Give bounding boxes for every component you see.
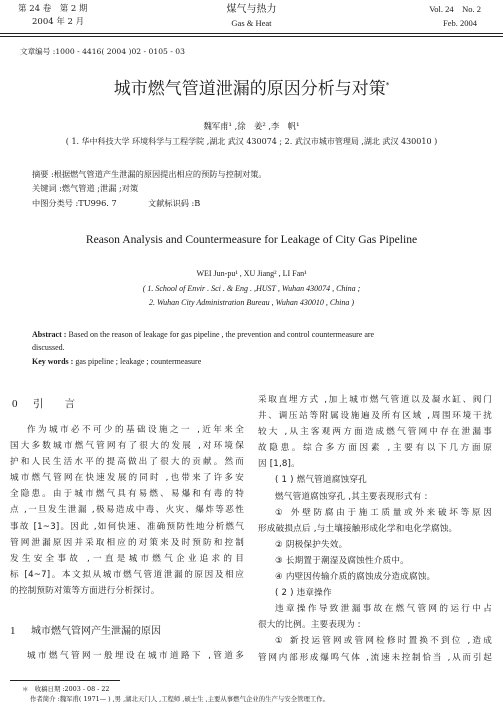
title-en: Reason Analysis and Countermeasure for Leakage of City Gas Pipeline: [85, 233, 418, 246]
body-line: 发生安全事故 ,一直是城市燃气企业追求的目: [10, 553, 244, 564]
affiliation-en-1: ( 1. School of Envir . Sci . & Eng . ,HUST , Wuhan 430074 , China ;: [142, 284, 361, 293]
body-line: 井、调压站等附属设施遍及所有区域 ,周围环境干扰: [258, 411, 492, 422]
affiliation-cn: ( 1. 华中科技大学 环境科学与工程学院 ,湖北 武汉 430074 ; 2. 武汉市城市管理局 ,湖北 武汉 430010 ): [65, 137, 438, 146]
body-line: ③ 长期置于潮湿及腐蚀性介质中。: [275, 555, 409, 566]
body-line: 很大的比例。主要表现为 :: [258, 620, 361, 631]
body-line: ① 外壁防腐由于施工质量或外来破坏等原因: [275, 507, 492, 518]
body-line: ( 2 ) 违章操作: [275, 588, 332, 599]
section-0-title: 引 言: [33, 398, 75, 410]
body-line: ② 阴极保护失效。: [275, 539, 348, 550]
body-line: 点 ,一旦发生泄漏 ,极易造成中毒、火灾、爆炸等恶性: [10, 505, 244, 516]
footnote-received: ＊ 收稿日期 :2003 - 08 - 22: [22, 685, 110, 693]
body-line: 城市燃气管网一般埋设在城市道路下 ,管道多: [27, 651, 244, 661]
body-line: 的控制预防对策等方面进行分析探讨。: [10, 585, 160, 596]
section-1-number: 1: [10, 625, 16, 637]
header-right-vol: Vol. 24 No. 2: [429, 4, 481, 14]
abstract-cn: 摘要 :根据燃气管道产生泄漏的原因提出相应的预防与控制对策。: [32, 169, 267, 179]
header-journal-cn: 煤气与热力: [226, 4, 277, 15]
title-cn-text: 城市燃气管道泄漏的原因分析与对策: [113, 79, 386, 99]
body-line: 较大 ,从主客观两方面造成燃气管网中存在泄漏事: [258, 427, 492, 438]
left-column-section-1: [10, 648, 244, 664]
body-line: 作为城市必不可少的基础设施之一 ,近年来全: [27, 425, 244, 435]
keywords-en-line: [32, 356, 201, 368]
body-line: 全隐患。由于城市燃气具有易燃、易爆和有毒的特: [10, 489, 244, 500]
section-0-number: 0: [12, 398, 18, 410]
affiliation-en-2: 2. Wuhan City Administration Bureau , Wuhan 430010 , China ): [148, 298, 355, 307]
body-line: 事故 [1~3]。因此 ,如何快速、准确预防性地分析燃气: [10, 521, 244, 532]
body-line: 因 [1,8]。: [258, 459, 300, 470]
right-column-body: [258, 392, 492, 666]
header-rule-thick: [0, 33, 503, 34]
footnote-author-bio: 作者简介 :魏军甫( 1971— ) ,男 ,湖北天门人 ,工程师 ,硕士生 ,主要从事燃气企业的生产与安全管理工作。: [30, 695, 330, 703]
body-line: 故隐患。综合多方面因素 ,主要有以下几方面原: [258, 443, 492, 454]
header-journal-en: Gas & Heat: [231, 18, 272, 28]
keywords-en-text: gas pipeline ; leakage ; countermeasure: [75, 357, 202, 366]
section-1-title: 城市燃气管网产生泄漏的原因: [31, 626, 161, 637]
section-1-heading: [10, 622, 161, 637]
keywords-en-label: Key words :: [32, 357, 74, 366]
body-line: ④ 内壁因传输介质的腐蚀成分造成腐蚀。: [275, 572, 436, 583]
body-line: 城市燃气管网在快速发展的同时 ,也带来了许多安: [10, 473, 244, 484]
body-line: 护和人民生活水平的提高做出了很大的贡献。然而: [10, 457, 244, 468]
article-number: 文章编号 :1000 - 4416( 2004 )02 - 0105 - 03: [20, 47, 185, 56]
header-rule-thin: [0, 36, 503, 37]
authors-cn: 魏军甫¹ ,徐 姜² ,李 帆¹: [203, 121, 300, 131]
body-line: 管网泄漏原因并采取相应的对策来及时预防和控制: [10, 537, 244, 548]
body-line: 国大多数城市燃气管网有了很大的发展 ,对环境保: [10, 441, 244, 452]
left-column-intro: [10, 422, 244, 599]
body-line: 形成破损点后 ,与土壤接触形成化学和电化学腐蚀。: [258, 523, 458, 534]
section-0-heading: [12, 396, 75, 411]
title-cn: [0, 74, 503, 99]
abstract-en-label: Abstract :: [32, 330, 67, 339]
header-left-vol: 第 24 卷 第 2 期: [18, 4, 88, 14]
class-number: 中图分类号 :TU996. 7: [32, 198, 117, 208]
body-line: ① 新投运管网或管网检修时置换不到位 ,造成: [275, 636, 492, 647]
abstract-en-line-2: discussed.: [32, 343, 65, 352]
header-left-date: 2004 年 2 月: [32, 17, 85, 27]
abstract-en-line-1: [32, 329, 374, 341]
keywords-cn: 关键词 :燃气管道 ;泄漏 ;对策: [32, 183, 139, 193]
document-code: 文献标识码 :B: [148, 198, 201, 208]
footnote-rule: [10, 680, 120, 681]
body-line: 违章操作导致泄漏事故在燃气管网的运行中占: [275, 604, 492, 615]
title-footnote-mark: *: [385, 81, 390, 90]
abstract-en-text: Based on the reason of leakage for gas pipeline , the prevention and control countermeasure are: [68, 330, 375, 339]
body-line: 标 [4~7]。本文拟从城市燃气管道泄漏的原因及相应: [10, 569, 244, 580]
body-line: 燃气管道腐蚀穿孔 ,其主要表现形式有 :: [275, 491, 428, 502]
header-right-date: Feb. 2004: [443, 18, 477, 28]
authors-en: WEI Jun-pu¹ , XU Jiang² , LI Fan¹: [196, 269, 307, 278]
body-line: 管网内部形成爆鸣气体 ,流速未控制恰当 ,从而引起: [258, 652, 492, 663]
body-line: 采取直埋方式 ,加上城市燃气管道以及凝水缸、阀门: [258, 395, 492, 405]
body-line: ( 1 ) 燃气管道腐蚀穿孔: [275, 475, 367, 486]
